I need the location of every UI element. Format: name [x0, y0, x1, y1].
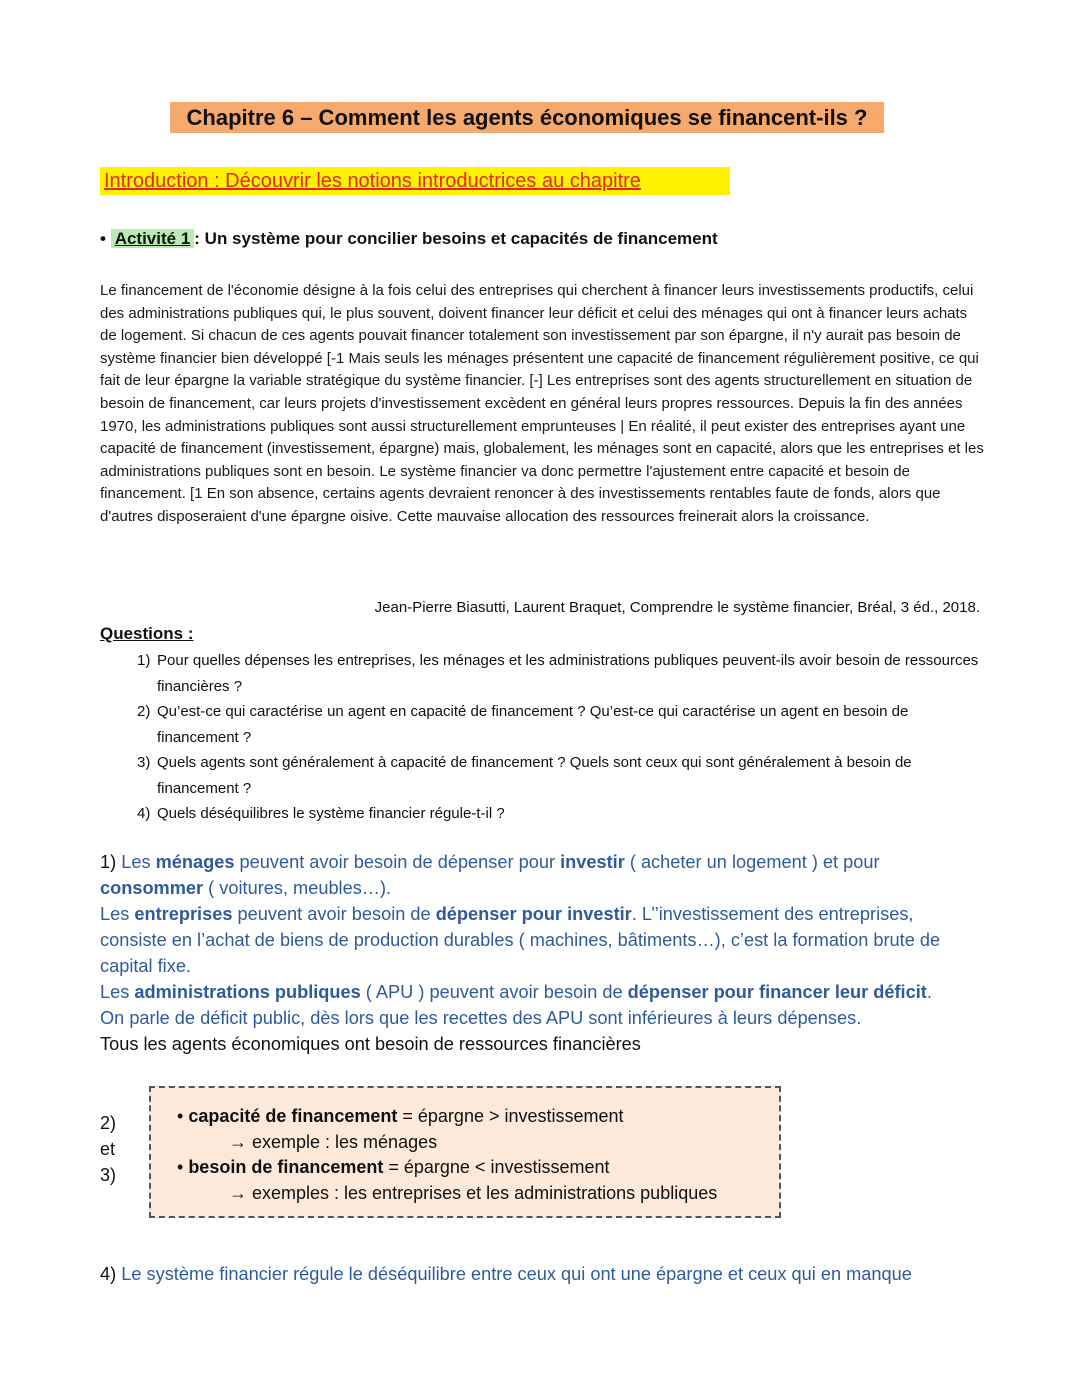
question-number: 4): [137, 805, 151, 822]
activity-title: : Un système pour concilier besoins et capacités de financement: [194, 229, 718, 248]
question-text: Quels agents sont généralement à capacité de financement ? Quels sont ceux qui sont généralement à besoin de financement ?: [157, 754, 912, 797]
answer-2-3-labels: 2) et 3): [100, 1113, 117, 1185]
source-passage: [100, 280, 985, 529]
question-item: [137, 699, 987, 750]
answer-1-apu: Les administrations publiques ( APU ) peuvent avoir besoin de dépenser pour financer leur déficit.: [100, 982, 932, 1002]
answer-4-text: Le système financier régule le déséquilibre entre ceux qui ont une épargne et ceux qui en manque: [116, 1264, 912, 1284]
source-citation: Jean-Pierre Biasutti, Laurent Braquet, Comprendre le système financier, Bréal, 3 éd., 2018.: [374, 599, 980, 616]
capacity-definition: • capacité de financement = épargne > investissement: [177, 1106, 624, 1126]
question-text: Pour quelles dépenses les entreprises, les ménages et les administrations publiques peuvent-ils avoir besoin de ressources financières ?: [157, 652, 979, 695]
question-text: Qu’est-ce qui caractérise un agent en capacité de financement ? Qu’est-ce qui caractérise un agent en besoin de financement ?: [157, 703, 909, 746]
questions-heading: Questions :: [100, 624, 194, 643]
question-item: [137, 801, 987, 827]
need-definition: • besoin de financement = épargne < investissement: [177, 1157, 610, 1177]
answer-1-firms: Les entreprises peuvent avoir besoin de dépenser pour investir. L’’investissement des entreprises, consiste en l’achat de biens de production durables ( machines, bâtiments…), c’est la formation brute de capital fixe.: [100, 904, 941, 976]
questions-list: [137, 648, 987, 827]
capacity-example: → exemple : les ménages: [229, 1131, 438, 1152]
introduction-title: Introduction : Découvrir les notions introductrices au chapitre: [100, 167, 730, 195]
question-item: [137, 750, 987, 801]
chapter-title: Chapitre 6 – Comment les agents économiques se financent-ils ?: [170, 102, 884, 133]
answer-4: [100, 1264, 912, 1285]
need-example: → exemples : les entreprises et les administrations publiques: [229, 1182, 718, 1203]
question-text: Quels déséquilibres le système financier régule-t-il ?: [157, 805, 505, 822]
question-item: [137, 648, 987, 699]
bullet: •: [100, 229, 106, 248]
answer-1-households: 1) Les ménages peuvent avoir besoin de dépenser pour investir ( acheter un logement ) et pour consommer ( voitures, meubles…).: [100, 852, 880, 898]
answer-1-conclusion: Tous les agents économiques ont besoin de ressources financières: [100, 1034, 641, 1054]
question-number: 1): [137, 652, 151, 669]
answer-1-deficit: On parle de déficit public, dès lors que les recettes des APU sont inférieures à leurs dépenses.: [100, 1008, 862, 1028]
answer-1: [100, 849, 980, 1057]
activity-label: Activité 1: [111, 229, 195, 248]
answer-number: 1): [100, 852, 117, 872]
question-number: 3): [137, 754, 151, 771]
activity-heading: [100, 229, 718, 249]
passage-text: Le financement de l'économie désigne à la fois celui des entreprises qui cherchent à financer leurs investissements productifs, celui des administrations publiques qui, le plus souvent, doivent financer leur déficit et celui des ménages qui ont à financer leurs achats de logement. Si chacun de ces agents pouvait financer totalement son investissement par son épargne, il n'y aurait pas besoin de système financier bien développé [-1 Mais seuls les ménages présentent une capacité de financement régulièrement positive, ce qui fait de leur épargne la variable stratégique du système financier. [-] Les entreprises sont des agents structurellement en situation de besoin de financement, car leurs projets d'investissement excèdent en général leurs propres ressources. Depuis la fin des années 1970, les administrations publiques sont aussi structurellement emprunteuses | En réalité, il peut exister des entreprises ayant une capacité de financement (investissement, épargne) mais, globalement, les ménages sont en capacité, alors que les entreprises et les administrations publiques sont en besoin. Le système financier va donc permettre l'ajustement entre capacité et besoin de financement. [1 En son absence, certains agents devraient renoncer à des investissements rentables faute de fonds, alors que d'autres disposeraient d'une épargne oisive. Cette mauvaise allocation des ressources freinerait alors la croissance.: [100, 282, 984, 525]
definition-box: [149, 1086, 781, 1218]
answer-number: 4): [100, 1264, 117, 1284]
question-number: 2): [137, 703, 151, 720]
